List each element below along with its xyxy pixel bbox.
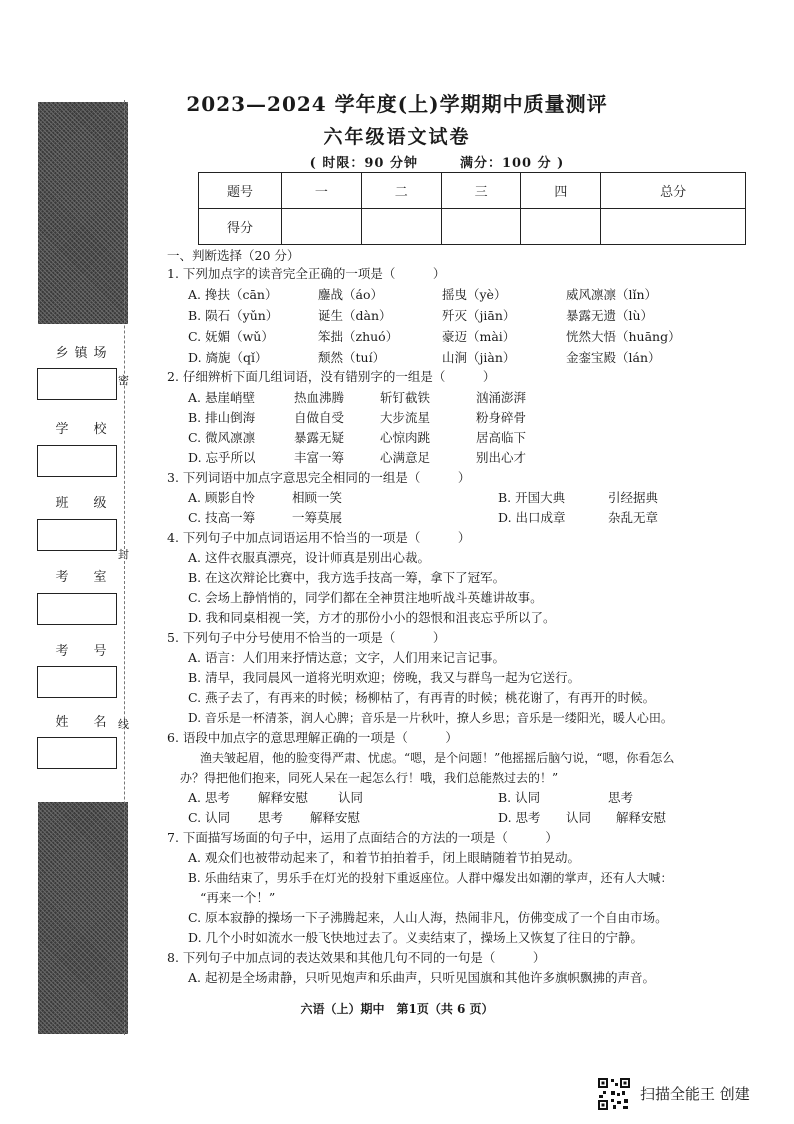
score-label: 得分 — [199, 209, 282, 245]
q3-option: D. 出口成章 — [498, 510, 566, 525]
q7-option: C. 原本寂静的操场一下子沸腾起来，人山人海，热闹非凡，仿佛变成了一个自由市场。 — [188, 910, 668, 925]
label-class: 班 级 — [55, 496, 113, 511]
name-field[interactable] — [37, 737, 117, 769]
q2-option: 别出心才 — [476, 450, 527, 465]
header-cell: 四 — [521, 173, 601, 209]
q3-option: C. 技高一筹 — [188, 510, 256, 525]
q6-option: 解释安慰 — [258, 790, 309, 805]
question-7-stem: 7. 下面描写场面的句子中，运用了点面结合的方法的一项是（ ） — [167, 830, 558, 845]
q1-option: 摇曳（yè） — [442, 287, 507, 302]
question-4-stem: 4. 下列句子中加点词语运用不恰当的一项是（ ） — [167, 530, 471, 545]
q2-option: D. 忘乎所以 — [188, 450, 256, 465]
score-cell[interactable] — [601, 209, 746, 245]
q3-option: B. 开国大典 — [498, 490, 566, 505]
q3-option: 杂乱无章 — [608, 510, 659, 525]
q2-option: 汹涌澎湃 — [476, 390, 527, 405]
township-field[interactable] — [37, 368, 117, 400]
q6-option: B. 认同 — [498, 790, 541, 805]
header-cell: 一 — [282, 173, 362, 209]
question-2-stem: 2. 仔细辨析下面几组词语，没有错别字的一组是（ ） — [167, 369, 496, 384]
q1-option: 山涧（jiàn） — [442, 350, 516, 365]
q4-option: C. 会场上静悄悄的，同学们都在全神贯注地听战斗英雄讲故事。 — [188, 590, 543, 605]
question-8-stem: 8. 下列句子中加点词的表达效果和其他几句不同的一句是（ ） — [167, 950, 546, 965]
scanner-watermark: 扫描全能王 创建 — [640, 1085, 750, 1103]
q4-option: B. 在这次辩论比赛中，我方选手技高一筹，拿下了冠军。 — [188, 570, 506, 585]
q5-option: C. 燕子去了，有再来的时候；杨柳枯了，有再青的时候；桃花谢了，有再开的时候。 — [188, 690, 656, 705]
label-township: 乡镇场 — [55, 346, 113, 361]
q6-option: D. 思考 — [498, 810, 541, 825]
q5-option: A. 语言：人们用来抒情达意；文字，人们用来记言记事。 — [188, 650, 505, 665]
q1-option: 歼灭（jiān） — [442, 308, 516, 323]
q2-option: 心满意足 — [380, 450, 431, 465]
q5-option: B. 清早，我同晨风一道将光明欢迎；傍晚，我又与群鸟一起为它送行。 — [188, 670, 581, 685]
exam-room-field[interactable] — [37, 593, 117, 625]
q1-option: 笨拙（zhuó） — [318, 329, 399, 344]
q2-option: 心惊肉跳 — [380, 430, 431, 445]
q6-option: 思考 — [258, 810, 284, 825]
exam-subtitle: 六年级语文试卷 — [323, 126, 471, 148]
q1-option: 恍然大悟（huāng） — [566, 329, 681, 344]
section-heading: 一、判断选择（20 分） — [167, 248, 300, 263]
seal-char-mi: 密 — [118, 374, 129, 387]
seal-char-feng: 封 — [118, 548, 129, 561]
q6-option: 认同 — [566, 810, 592, 825]
q2-option: 暴露无疑 — [294, 430, 345, 445]
q6-option: C. 认同 — [188, 810, 231, 825]
q6-option: 解释安慰 — [310, 810, 361, 825]
q2-option: 居高临下 — [476, 430, 527, 445]
header-cell: 二 — [361, 173, 441, 209]
score-table-header-row — [199, 173, 746, 209]
q8-option: A. 起初是全场肃静，只听见炮声和乐曲声，只听见国旗和其他许多旗帜飘拂的声音。 — [188, 970, 655, 985]
label-exam-room: 考 室 — [55, 570, 113, 585]
q6-option: 解释安慰 — [616, 810, 667, 825]
qr-code-icon — [597, 1077, 631, 1111]
score-cell[interactable] — [282, 209, 362, 245]
q6-option: A. 思考 — [188, 790, 230, 805]
q7-option: D. 几个小时如流水一般飞快地过去了。义卖结束了，操场上又恢复了往日的宁静。 — [188, 930, 644, 945]
question-1-stem: 1. 下列加点字的读音完全正确的一项是（ ） — [167, 266, 446, 281]
q3-option: 相顾一笑 — [292, 490, 343, 505]
q2-option: C. 微风凛凛 — [188, 430, 256, 445]
q7-option: A. 观众们也被带动起来了，和着节拍拍着手，闭上眼睛随着节拍晃动。 — [188, 850, 580, 865]
q2-option: 大步流星 — [380, 410, 431, 425]
q1-option: 金銮宝殿（lán） — [566, 350, 661, 365]
header-cell: 题号 — [199, 173, 282, 209]
header-cell: 三 — [441, 173, 521, 209]
q4-option: D. 我和同桌相视一笑，方才的那份小小的怨恨和沮丧忘乎所以了。 — [188, 610, 556, 625]
class-field[interactable] — [37, 519, 117, 551]
q1-option: A. 搀扶（cān） — [188, 287, 278, 302]
page-footer: 六语（上）期中 第1页（共 6 页） — [300, 1002, 494, 1016]
question-6-stem: 6. 语段中加点字的意思理解正确的一项是（ ） — [167, 730, 458, 745]
q4-option: A. 这件衣服真漂亮，设计师真是别出心裁。 — [188, 550, 430, 565]
score-cell[interactable] — [361, 209, 441, 245]
q1-option: 鏖战（áo） — [318, 287, 383, 302]
q1-option: 颓然（tuí） — [318, 350, 386, 365]
q2-option: B. 排山倒海 — [188, 410, 256, 425]
q3-option: A. 顾影自怜 — [188, 490, 255, 505]
seal-char-xian: 线 — [118, 718, 129, 731]
q7-option-cont: “再来一个！” — [200, 890, 276, 905]
exam-number-field[interactable] — [37, 666, 117, 698]
question-3-stem: 3. 下列词语中加点字意思完全相同的一组是（ ） — [167, 470, 471, 485]
q1-option: 诞生（dàn） — [318, 308, 392, 323]
q6-passage-line: 渔夫皱起眉，他的脸变得严肃、忧虑。“嗯，是个问题！”他摇摇后脑勺说，“嗯，你看怎么 — [200, 751, 675, 765]
question-5-stem: 5. 下列句子中分号使用不恰当的一项是（ ） — [167, 630, 446, 645]
label-name: 姓 名 — [55, 715, 113, 730]
q2-option: 粉身碎骨 — [476, 410, 527, 425]
q2-option: A. 悬崖峭壁 — [188, 390, 255, 405]
q1-option: D. 旖旎（qǐ） — [188, 350, 268, 365]
label-school: 学 校 — [55, 422, 113, 437]
score-table — [198, 172, 746, 245]
q2-option: 斩钉截铁 — [380, 390, 431, 405]
q1-option: B. 陨石（yǔn） — [188, 308, 279, 323]
q7-option: B. 乐曲结束了，男乐手在灯光的投射下重返座位。人群中爆发出如潮的掌声，还有人大喊： — [188, 871, 673, 885]
q6-passage-line: 办？得把他们抱来，同死人呆在一起怎么行！哦，我们总能熬过去的！” — [180, 771, 559, 785]
q2-option: 热血沸腾 — [294, 390, 345, 405]
q2-option: 丰富一筹 — [294, 450, 345, 465]
q3-option: 引经据典 — [608, 490, 659, 505]
school-field[interactable] — [37, 445, 117, 477]
label-exam-number: 考 号 — [55, 644, 113, 659]
q6-option: 思考 — [608, 790, 634, 805]
header-cell: 总分 — [601, 173, 746, 209]
q1-option: 暴露无遗（lù） — [566, 308, 654, 323]
q1-option: 威风凛凛（lǐn） — [566, 287, 658, 302]
score-table-score-row — [199, 209, 746, 245]
q1-option: 豪迈（mài） — [442, 329, 516, 344]
score-cell[interactable] — [441, 209, 521, 245]
score-cell[interactable] — [521, 209, 601, 245]
time-limit: ( 时限：90 分钟 满分：100 分 ) — [309, 156, 565, 171]
q1-option: C. 妩媚（wǔ） — [188, 329, 274, 344]
exam-title: 2023—2024 学年度(上)学期期中质量测评 — [186, 92, 608, 116]
q2-option: 自做自受 — [294, 410, 345, 425]
q3-option: 一筹莫展 — [292, 510, 343, 525]
q5-option: D. 音乐是一杯清茶，润人心脾；音乐是一片秋叶，撩人乡思；音乐是一缕阳光，暖人心田。 — [188, 711, 673, 725]
q6-option: 认同 — [338, 790, 364, 805]
